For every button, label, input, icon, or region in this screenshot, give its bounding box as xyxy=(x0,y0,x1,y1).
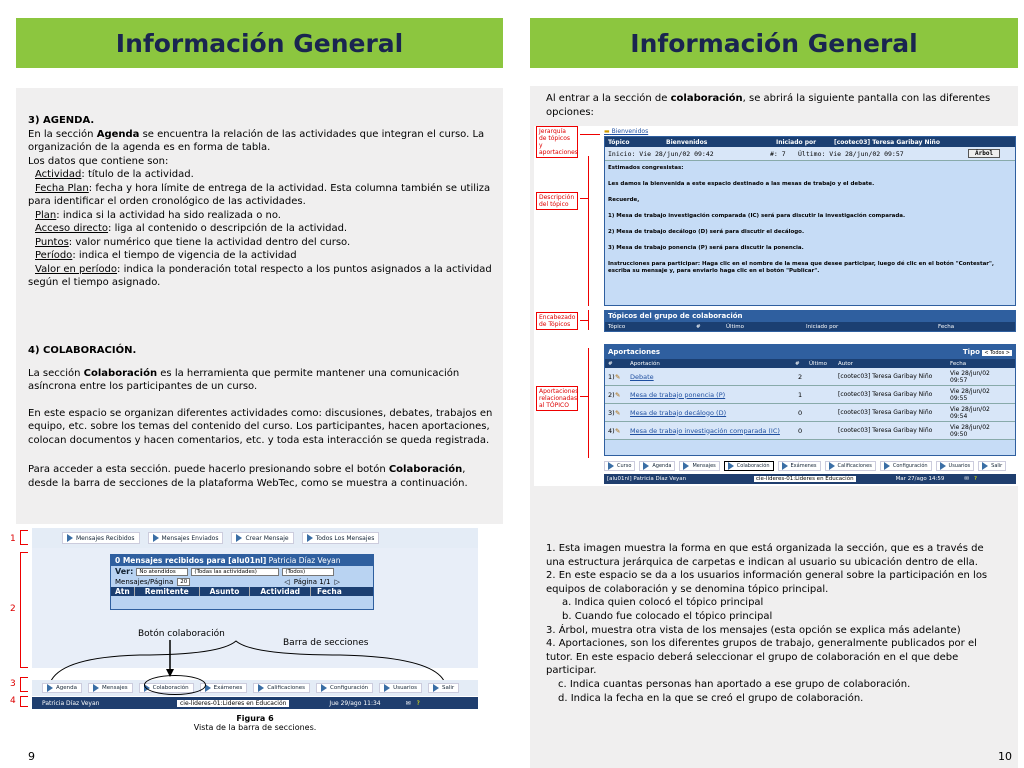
marker-1: 1 xyxy=(10,534,16,544)
arrow-icon xyxy=(608,462,614,470)
fig-ver-select-3[interactable]: (Todos) xyxy=(282,568,334,576)
right-page-number: 10 xyxy=(998,750,1012,763)
agenda-field-term: Puntos xyxy=(35,236,69,248)
fig-caption xyxy=(32,714,478,732)
topic-col-started-by: Iniciado por xyxy=(776,138,817,146)
colab-highlight-oval xyxy=(144,675,206,695)
fig-sec-agenda[interactable] xyxy=(42,683,82,693)
fig-per-page-label: Mensajes/Página xyxy=(115,578,174,586)
topic-box xyxy=(604,136,1016,306)
fig-caption-title: Figura 6 xyxy=(236,714,274,723)
topic-desc-line: 3) Mesa de trabajo ponencia (P) será para discutir la ponencia. xyxy=(608,245,804,251)
agenda-heading: 3) AGENDA. xyxy=(28,115,95,126)
fig-sec-calificaciones-label: Calificaciones xyxy=(267,685,305,691)
topic-icon: ✎ xyxy=(615,426,621,435)
fig-sec-mensajes[interactable] xyxy=(88,683,133,693)
right-status-course[interactable]: cie-lideres-01:Lideres en Educación xyxy=(756,476,854,482)
topic-info-row xyxy=(605,147,1015,161)
group-col-count[interactable]: # xyxy=(696,323,701,330)
left-banner xyxy=(16,18,503,68)
fig-ver-select-2[interactable]: (Todas las actividades) xyxy=(191,568,279,576)
note-item: 2. En este espacio se da a los usuarios información general sobre la participación en los equipos de colaboración y se denomina tópico principal. xyxy=(546,570,988,595)
right-intro xyxy=(546,92,1006,119)
aport-title-link[interactable]: Mesa de trabajo decálogo (D) xyxy=(630,408,727,417)
help-icon[interactable]: ? xyxy=(416,699,420,707)
agenda-field xyxy=(28,249,494,263)
callout-lines xyxy=(40,635,460,685)
group-topics-title: Tópicos del grupo de colaboración xyxy=(605,311,1015,322)
bracket-3-bot xyxy=(20,691,28,692)
fig-btn-create[interactable] xyxy=(231,532,293,544)
fig-sec-usuarios[interactable] xyxy=(379,683,422,693)
topic-col-name: Bienvenidos xyxy=(666,138,708,146)
help-icon[interactable]: ? xyxy=(973,476,977,482)
aportaciones-rows xyxy=(605,368,1015,440)
aport-author: [cootec03] Teresa Garibay Niño xyxy=(838,391,933,398)
agenda-intro-a: En la sección xyxy=(28,128,97,140)
bracket-aport xyxy=(588,348,589,458)
bracket-1-top xyxy=(20,530,28,531)
fig-btn-sent[interactable] xyxy=(148,532,224,544)
aport-author: [cootec03] Teresa Garibay Niño xyxy=(838,409,933,416)
right-intro-bold: colaboración xyxy=(670,93,743,104)
table-row[interactable] xyxy=(605,404,1015,422)
marker-3: 3 xyxy=(10,679,16,689)
aport-col-last[interactable]: Último xyxy=(809,360,827,367)
colab-p3 xyxy=(28,463,494,490)
arrow-icon xyxy=(884,462,890,470)
bracket-1-bot xyxy=(20,544,28,545)
fig-ver-select-1[interactable]: No atendidos xyxy=(136,568,188,576)
topic-desc-line: Les damos la bienvenida a este espacio destinado a las mesas de trabajo y el debate. xyxy=(608,181,875,187)
folder-icon: ▬ xyxy=(604,128,610,135)
fig-col-actividad[interactable]: Actividad xyxy=(250,587,311,596)
colab-p1-b: es la herramienta que permite mantener una comunicación asíncrona entre los participantes de un curso. xyxy=(28,367,460,392)
fig-sec-agenda-label: Agenda xyxy=(56,685,77,691)
label-line-4 xyxy=(580,396,588,397)
agenda-field-term: Acceso directo xyxy=(35,223,109,234)
marker-4: 4 xyxy=(10,696,16,706)
agenda-field-term: Valor en período xyxy=(35,263,118,275)
fig-btn-sent-label: Mensajes Enviados xyxy=(161,534,219,542)
aportaciones-box xyxy=(604,344,1016,456)
aportaciones-title: Aportaciones xyxy=(608,348,661,356)
group-col-last[interactable]: Último xyxy=(726,323,744,330)
fig-msg-title xyxy=(111,555,373,566)
fig-btn-all[interactable] xyxy=(302,532,380,544)
row-number: 1) xyxy=(608,372,615,381)
colab-p3-a: Para acceder a esta sección. puede hacerlo presionando sobre el botón xyxy=(28,464,389,475)
topic-icon: ✎ xyxy=(615,372,621,381)
note-item: 3. Árbol, muestra otra vista de los mensajes (esta opción se explica más adelante) xyxy=(546,624,961,636)
topic-info-start: Inicio: Vie 28/jun/02 09:42 xyxy=(608,149,714,158)
agenda-field-term: Plan xyxy=(35,209,57,221)
bracket-desc xyxy=(588,156,589,306)
arrow-icon xyxy=(829,462,835,470)
left-page-number: 9 xyxy=(28,750,35,763)
left-banner-title: Información General xyxy=(115,28,404,58)
section-button-label: Mensajes xyxy=(692,463,716,469)
aportaciones-header xyxy=(605,345,1015,359)
agenda-field-desc: : fecha y hora límite de entrega de la actividad. Esta columna también se utiliza para identificar el orden cronológico de las actividades. xyxy=(28,182,491,207)
fig-per-page-select[interactable]: 20 xyxy=(177,578,190,586)
agenda-field xyxy=(28,168,494,182)
fig-per-page-row xyxy=(111,577,373,587)
bracket-2 xyxy=(20,552,21,667)
fig-btn-received-label: Mensajes Recibidos xyxy=(76,534,135,542)
fig-sec-mensajes-label: Mensajes xyxy=(102,685,128,691)
arrow-icon xyxy=(433,684,439,692)
arrow-icon xyxy=(93,684,99,692)
fig-sec-configuracion[interactable] xyxy=(316,683,373,693)
table-row[interactable] xyxy=(605,368,1015,386)
colab-heading: 4) COLABORACIÓN. xyxy=(28,345,137,356)
agenda-field-desc: : indica la ponderación total respecto a los puntos asignados a la actividad según el tiempo asignado. xyxy=(28,263,492,288)
section-button[interactable] xyxy=(978,461,1006,471)
colab-p2: En este espacio se organizan diferentes actividades como: discusiones, debates, trabajos en equipo, etc. sobre los temas del contenido del curso. Los participantes, hacen aportaciones, colocan documentos y hacen comentarios, etc. y toda esta interacción se queda registrada. xyxy=(28,407,493,446)
colab-p1-bold: Colaboración xyxy=(83,367,158,379)
mail-icon[interactable]: ✉ xyxy=(405,699,411,707)
section-button-label: Configuración xyxy=(892,463,928,469)
section-button-label: Agenda xyxy=(652,463,672,469)
breadcrumb[interactable] xyxy=(604,128,648,135)
group-col-topico[interactable]: Tópico xyxy=(608,323,626,330)
group-col-date[interactable]: Fecha xyxy=(938,323,955,330)
bracket-4-top xyxy=(20,696,28,697)
topic-header xyxy=(605,137,1015,147)
agenda-field xyxy=(28,182,494,209)
fig-sec-usuarios-label: Usuarios xyxy=(393,685,417,691)
arrow-icon xyxy=(47,684,53,692)
fig-col-atn[interactable]: Atn xyxy=(111,587,135,596)
arrow-icon xyxy=(728,462,734,470)
note-item: b. Cuando fue colocado el tópico principal xyxy=(562,610,773,622)
arrow-icon xyxy=(258,684,264,692)
bracket-3 xyxy=(20,677,21,691)
fig-msg-title-b: Patricia Díaz Veyan xyxy=(266,556,341,565)
section-button[interactable] xyxy=(825,461,876,471)
aport-count: 2 xyxy=(798,372,803,381)
fig-ver-label: Ver: xyxy=(115,567,134,576)
right-intro-a: Al entrar a la sección de xyxy=(546,93,671,104)
fig-btn-create-label: Crear Mensaje xyxy=(245,534,289,542)
fig-status-date: Jue 29/ago 11:34 xyxy=(329,699,381,707)
fig-sec-calificaciones[interactable] xyxy=(253,683,310,693)
fig-sec-examenes[interactable] xyxy=(200,683,248,693)
topic-desc-line: Recuerde, xyxy=(608,197,640,203)
label-aportaciones: Aportaciones relacionadas al TÓPICO xyxy=(536,386,578,411)
table-row[interactable] xyxy=(605,422,1015,440)
fig-sec-salir-label: Salir xyxy=(441,685,455,691)
arrow-icon xyxy=(384,684,390,692)
right-notes xyxy=(546,542,1004,705)
agenda-field-desc: : indica si la actividad ha sido realizada o no. xyxy=(56,209,281,221)
agenda-field-desc: : indica el tiempo de vigencia de la actividad xyxy=(72,250,297,261)
agenda-field xyxy=(28,236,494,250)
aport-col-author[interactable]: Autor xyxy=(838,360,854,367)
bracket-3-top xyxy=(20,677,28,678)
section-button-label: Salir xyxy=(991,463,1003,469)
section-button[interactable] xyxy=(778,461,821,471)
row-number: 4) xyxy=(608,426,615,435)
note-item: c. Indica cuantas personas han aportado a ese grupo de colaboración. xyxy=(558,678,911,690)
aport-title-link[interactable]: Mesa de trabajo investigación comparada (IC) xyxy=(630,426,780,435)
aport-author: [cootec03] Teresa Garibay Niño xyxy=(838,427,933,434)
agenda-data-intro: Los datos que contiene son: xyxy=(28,155,169,167)
arrow-icon xyxy=(67,534,73,542)
topic-desc-line: 1) Mesa de trabajo investigación comparada (IC) será para discutir la investigación comparada. xyxy=(608,213,906,219)
agenda-intro-b: se encuentra la relación de las actividades que integran el curso. La organización de la agenda es en forma de tabla. xyxy=(28,128,485,153)
marker-2: 2 xyxy=(10,604,16,614)
agenda-field xyxy=(28,209,494,223)
fig-prev-icon[interactable]: ◁ xyxy=(284,578,290,586)
aport-title-link[interactable]: Debate xyxy=(630,372,654,381)
agenda-field-term: Período xyxy=(35,250,73,261)
label-line-2 xyxy=(580,198,588,199)
fig-sec-salir[interactable] xyxy=(428,683,459,693)
agenda-field xyxy=(28,222,494,236)
arrow-icon xyxy=(307,534,313,542)
topic-info-count: #: 7 xyxy=(770,149,786,158)
topic-desc-line: Estimados congresistas: xyxy=(608,165,684,171)
aportaciones-cols xyxy=(605,359,1015,368)
note-item: 1. Esta imagen muestra la forma en que está organizada la sección, que es a través de una estructura jerárquica de carpetas e indican al usuario su ubicación dentro de ella. xyxy=(546,543,984,568)
label-topic-header: Encabezado de Tópicos xyxy=(536,312,578,330)
aport-col-date[interactable]: Fecha xyxy=(950,360,967,367)
section-button[interactable] xyxy=(604,461,635,471)
topic-desc-line: Instrucciones para participar: Haga clic en el nombre de la mesa que desee participar, luego dé clic en el botón "Contestar", escriba su mensaje y, para enviarlo haga clic en el botón "Publicar". xyxy=(608,261,994,274)
group-topics-box xyxy=(604,310,1016,332)
fig-next-icon[interactable]: ▷ xyxy=(334,578,340,586)
bracket-4-bot xyxy=(20,706,28,707)
note-item: a. Indica quien colocó el tópico principal xyxy=(562,597,764,609)
colab-p1-a: La sección xyxy=(28,367,84,379)
section-button-label: Exámenes xyxy=(790,463,817,469)
fig-col-asunto[interactable]: Asunto xyxy=(200,587,251,596)
group-col-started-by[interactable]: Iniciado por xyxy=(806,323,839,330)
aport-date: Vie 28/jun/02 09:55 xyxy=(950,387,990,402)
arbol-button[interactable]: Árbol xyxy=(968,149,1000,158)
fig-top-buttons xyxy=(32,528,478,548)
row-number: 2) xyxy=(608,390,615,399)
agenda-intro xyxy=(28,128,494,155)
agenda-field xyxy=(28,263,494,290)
section-button[interactable] xyxy=(639,461,675,471)
fig-messages-box xyxy=(110,554,374,610)
agenda-field-desc: : título de la actividad. xyxy=(81,169,194,180)
arrow-icon xyxy=(782,462,788,470)
agenda-section xyxy=(28,114,494,290)
fig-ver-row xyxy=(111,566,373,577)
label-topic-desc: Descripción del tópico xyxy=(536,192,578,210)
agenda-field-term: Fecha Plan xyxy=(35,182,89,194)
topic-desc-line: 2) Mesa de trabajo decálogo (D) será para discutir el decálogo. xyxy=(608,229,805,235)
topic-info-last: Último: Vie 28/jun/02 09:57 xyxy=(798,149,904,158)
fig-btn-received[interactable] xyxy=(62,532,140,544)
agenda-field-desc: : liga al contenido o descripción de la actividad. xyxy=(108,223,348,234)
fig-section-bar xyxy=(32,680,478,696)
fig-col-fecha[interactable]: Fecha xyxy=(317,587,342,596)
fig-status-course[interactable]: cie-lideres-01:Lideres en Educación xyxy=(177,700,289,707)
colab-p3-bold: Colaboración xyxy=(388,464,463,475)
right-intro-b: , se abrirá la siguiente pantalla con las diferentes opciones: xyxy=(546,93,991,118)
colab-p1 xyxy=(28,367,494,394)
aport-count: 0 xyxy=(798,426,803,435)
bracket-2-top xyxy=(20,552,28,553)
arrow-icon xyxy=(236,534,242,542)
topic-icon: ✎ xyxy=(615,390,621,399)
right-page xyxy=(512,0,1024,768)
colab-screenshot xyxy=(534,126,1018,486)
fig-sec-colaboracion-label: Colaboración xyxy=(152,685,189,691)
aport-author: [cootec03] Teresa Garibay Niño xyxy=(838,373,933,380)
label-line-3 xyxy=(580,320,588,321)
fig-caption-text: Vista de la barra de secciones. xyxy=(193,723,317,732)
aport-col-count[interactable]: # xyxy=(795,360,800,367)
arrow-icon xyxy=(683,462,689,470)
fig-sec-examenes-label: Exámenes xyxy=(213,685,243,691)
bracket-1 xyxy=(20,530,21,544)
aport-count: 1 xyxy=(798,390,803,399)
label-line-1 xyxy=(580,134,600,135)
section-button-label: Calificaciones xyxy=(837,463,872,469)
colab-p3-b: , desde la barra de secciones de la plataforma WebTec, como se muestra a continuación. xyxy=(28,464,468,489)
section-button[interactable] xyxy=(936,461,975,471)
colab-section xyxy=(28,344,494,490)
note-item: d. Indica la fecha en la que se creó el grupo de colaboración. xyxy=(558,692,864,704)
section-button[interactable] xyxy=(880,461,932,471)
aport-col-title[interactable]: Aportación xyxy=(630,360,660,367)
aport-count: 0 xyxy=(798,408,803,417)
agenda-field-term: Actividad xyxy=(35,169,82,180)
right-section-bar xyxy=(604,460,1016,472)
right-status-user: [alu01nl] Patricia Díaz Veyan xyxy=(607,476,687,482)
agenda-intro-bold: Agenda xyxy=(96,128,140,140)
table-row[interactable] xyxy=(605,386,1015,404)
aport-date: Vie 28/jun/02 09:54 xyxy=(950,405,990,420)
arrow-icon xyxy=(321,684,327,692)
mail-icon[interactable]: ✉ xyxy=(964,476,969,482)
topic-icon: ✎ xyxy=(615,408,621,417)
tipo-filter xyxy=(963,348,1012,356)
topic-description xyxy=(605,161,1015,279)
agenda-field-desc: : valor numérico que tiene la actividad dentro del curso. xyxy=(68,236,351,248)
right-status-date: Mar 27/ago 14:59 xyxy=(895,476,945,482)
fig-msg-cols xyxy=(111,587,373,596)
aport-col-n[interactable]: # xyxy=(608,360,613,367)
section-button[interactable] xyxy=(724,461,774,471)
arrow-icon xyxy=(643,462,649,470)
section-button[interactable] xyxy=(679,461,719,471)
arrow-icon xyxy=(982,462,988,470)
bracket-group xyxy=(588,310,589,330)
callout-colab-button: Botón colaboración xyxy=(138,629,225,639)
bracket-2-bot xyxy=(20,667,28,668)
bracket-4 xyxy=(20,696,21,706)
aport-title-link[interactable]: Mesa de trabajo ponencia (P) xyxy=(630,390,726,399)
aport-date: Vie 28/jun/02 09:57 xyxy=(950,369,990,384)
group-topics-cols xyxy=(605,322,1015,331)
fig-btn-all-label: Todos Los Mensajes xyxy=(315,534,375,542)
topic-col-topico: Tópico xyxy=(608,138,630,146)
note-item: 4. Aportaciones, son los diferentes grupos de trabajo, generalmente publicados por el tutor. En este espacio deberá seleccionar el grupo de colaboración en el que debe participar. xyxy=(546,638,977,677)
label-hierarchy: Jerarquía de tópicos y aportaciones xyxy=(536,126,578,158)
tipo-label: Tipo xyxy=(962,348,980,356)
right-banner xyxy=(530,18,1018,68)
section-button-label: Colaboración xyxy=(736,463,770,469)
section-button-label: Curso xyxy=(617,463,632,469)
arrow-icon xyxy=(153,534,159,542)
agenda-fields-list xyxy=(28,168,494,290)
aport-date: Vie 28/jun/02 09:50 xyxy=(950,423,990,438)
right-status-bar xyxy=(604,474,1016,484)
fig-status-bar xyxy=(32,697,478,709)
fig-page-info: Página 1/1 xyxy=(293,578,331,586)
fig-sec-configuracion-label: Configuración xyxy=(330,685,369,691)
fig-col-remitente[interactable]: Remitente xyxy=(135,587,200,596)
fig-status-user: Patricia Díaz Veyan xyxy=(42,699,100,707)
right-banner-title: Información General xyxy=(630,28,918,58)
left-text-panel xyxy=(16,88,503,524)
row-number: 3) xyxy=(608,408,615,417)
section-button-label: Usuarios xyxy=(948,463,971,469)
topic-col-author: [cootec03] Teresa Garibay Niño xyxy=(834,138,940,146)
arrow-icon xyxy=(940,462,946,470)
callout-section-bar: Barra de secciones xyxy=(283,638,369,648)
tipo-select[interactable]: < Todos > xyxy=(984,350,1010,356)
breadcrumb-label: Bienvenidos xyxy=(611,128,649,135)
fig-msg-title-a: 0 Mensajes recibidos para [alu01nl] xyxy=(115,556,267,565)
